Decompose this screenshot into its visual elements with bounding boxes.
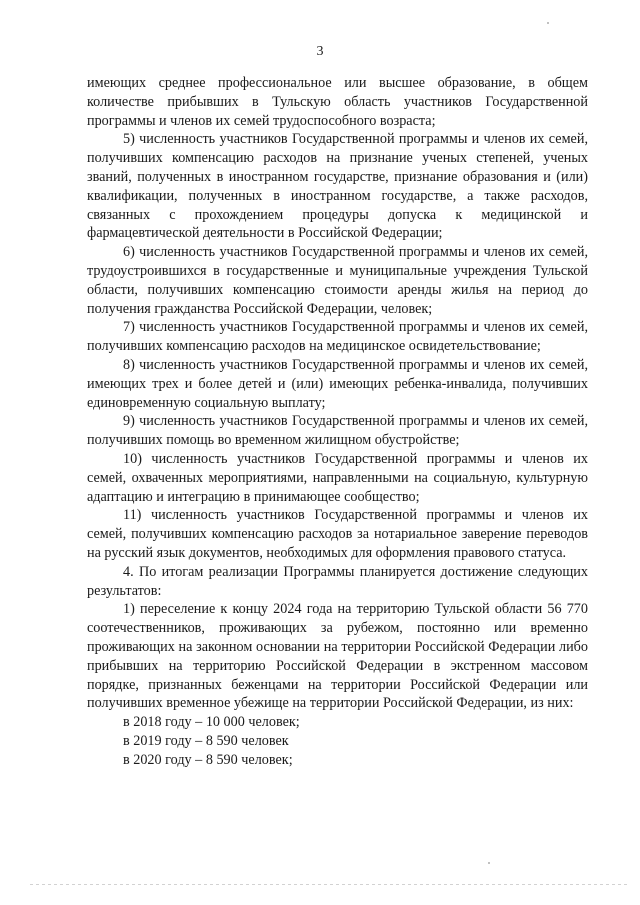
paragraph-item-8: 8) численность участников Государственной программы и членов их семей, имеющих трех и более детей и (или) имеющих ребенка-инвалида, получивших единовременную социальную выплату; xyxy=(87,356,588,411)
scan-speck xyxy=(547,22,549,24)
paragraph-item-5: 5) численность участников Государственной программы и членов их семей, получивших компенсацию расходов на признание ученых степеней, ученых званий, полученных в иностранном государстве, признание образования и (или) квалификации, полученных в иностранном государстве, а также расходов, связанных с прохождением процедуры допуска к медицинской и фармацевтической деятельности в Российской Федерации; xyxy=(87,131,588,242)
document-body xyxy=(87,74,588,769)
paragraph-item-9: 9) численность участников Государственной программы и членов их семей, получивших помощь во временном жилищном обустройстве; xyxy=(87,413,588,449)
paragraph-result-1: 1) переселение к концу 2024 года на территорию Тульской области 56 770 соотечественников, проживающих за рубежом, постоянно или временно проживающих на законном основании на территории Российской Федерации либо прибывших на территорию Российской Федерации в экстренном массовом порядке, признанных беженцами на территории Российской Федерации или получивших временное убежище на территории Российской Федерации, из них: xyxy=(87,601,588,712)
list-item-2020: в 2020 году – 8 590 человек; xyxy=(123,751,293,768)
list-item-2019: в 2019 году – 8 590 человек xyxy=(123,732,289,749)
paragraph-item-10: 10) численность участников Государственной программы и членов их семей, охваченных мероприятиями, направленными на социальную, культурную адаптацию и интеграцию в принимающее сообщество; xyxy=(87,450,588,505)
scan-speck xyxy=(488,862,490,864)
paragraph-item-6: 6) численность участников Государственной программы и членов их семей, трудоустроившихся в государственные и муниципальные учреждения Тульской области, получивших компенсацию стоимости аренды жилья на период до получения гражданства Российской Федерации, человек; xyxy=(87,244,588,317)
paragraph-item-11: 11) численность участников Государственной программы и членов их семей, получивших компенсацию расходов за нотариальное заверение переводов на русский язык документов, необходимых для оформления правового статуса. xyxy=(87,507,588,561)
paragraph-section-4: 4. По итогам реализации Программы планируется достижение следующих результатов: xyxy=(87,563,588,599)
scan-footer-noise xyxy=(30,884,630,886)
list-item-2018: в 2018 году – 10 000 человек; xyxy=(123,714,300,731)
page-number: 3 xyxy=(316,44,324,59)
paragraph-continuation: имеющих среднее профессиональное или высшее образование, в общем количестве прибывших в Тульскую область участников Государственной программы и членов их семей трудоспособного возраста; xyxy=(87,75,588,129)
paragraph-item-7: 7) численность участников Государственной программы и членов их семей, получивших компенсацию расходов на медицинское освидетельствование; xyxy=(87,319,588,355)
